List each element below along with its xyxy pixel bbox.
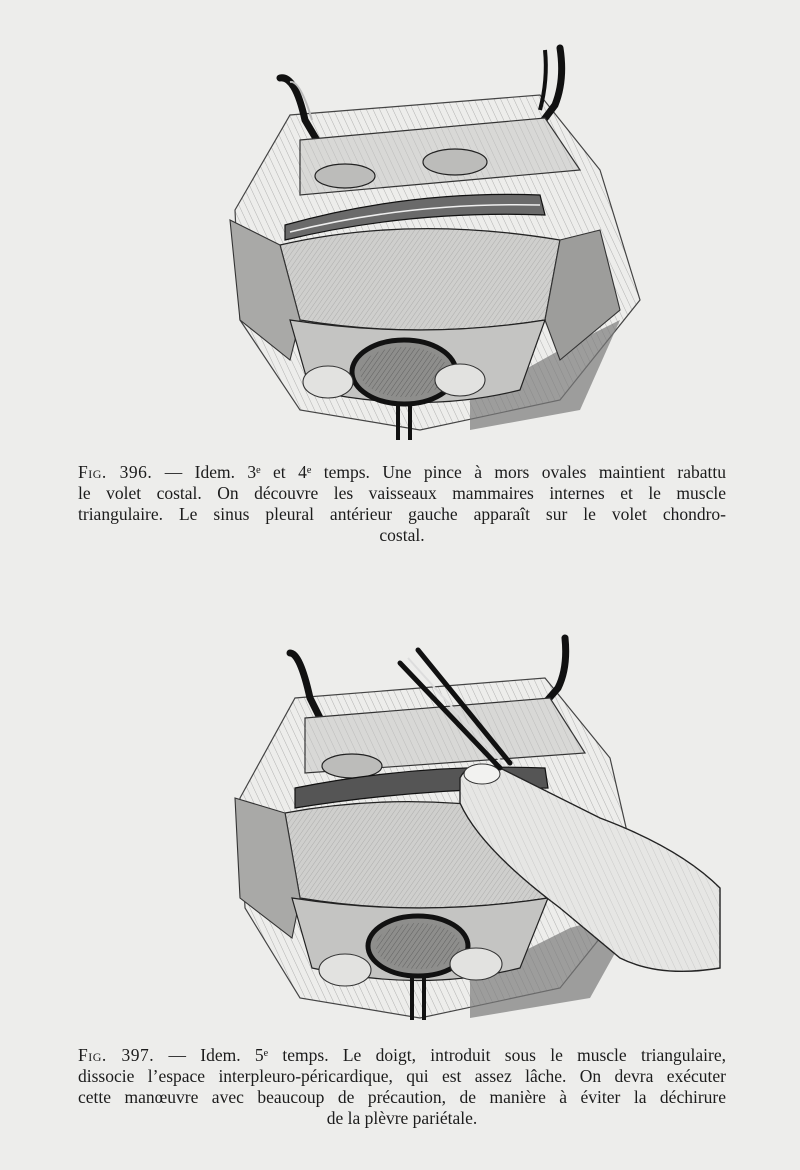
- caption-line: le volet costal. On découvre les vaisseaux mammaires internes et le muscle: [78, 483, 726, 503]
- caption-line: Fig. 396. — Idem. 3ᵉ et 4ᵉ temps. Une pince à mors ovales maintient rabattu: [78, 462, 726, 482]
- figure-396-illustration: [0, 20, 800, 450]
- figure-label: Fig. 396.: [78, 462, 153, 482]
- surgical-drawing-396: [0, 20, 800, 450]
- surgical-drawing-397: [0, 628, 800, 1028]
- figure-397-caption: [78, 1045, 726, 1129]
- caption-line: Fig. 397. — Idem. 5ᵉ temps. Le doigt, introduit sous le muscle triangulaire,: [78, 1045, 726, 1065]
- caption-line: de la plèvre pariétale.: [326, 1108, 478, 1128]
- caption-line: cette manœuvre avec beaucoup de précaution, de manière à éviter la déchirure: [78, 1087, 726, 1107]
- figure-396-caption: [78, 462, 726, 546]
- caption-line: triangulaire. Le sinus pleural antérieur gauche apparaît sur le volet chondro-: [78, 504, 726, 524]
- figure-397-illustration: [0, 628, 800, 1028]
- caption-line: costal.: [379, 525, 425, 545]
- caption-line: dissocie l’espace interpleuro-péricardique, qui est assez lâche. On devra exécuter: [78, 1066, 726, 1086]
- figure-label: Fig. 397.: [78, 1045, 155, 1065]
